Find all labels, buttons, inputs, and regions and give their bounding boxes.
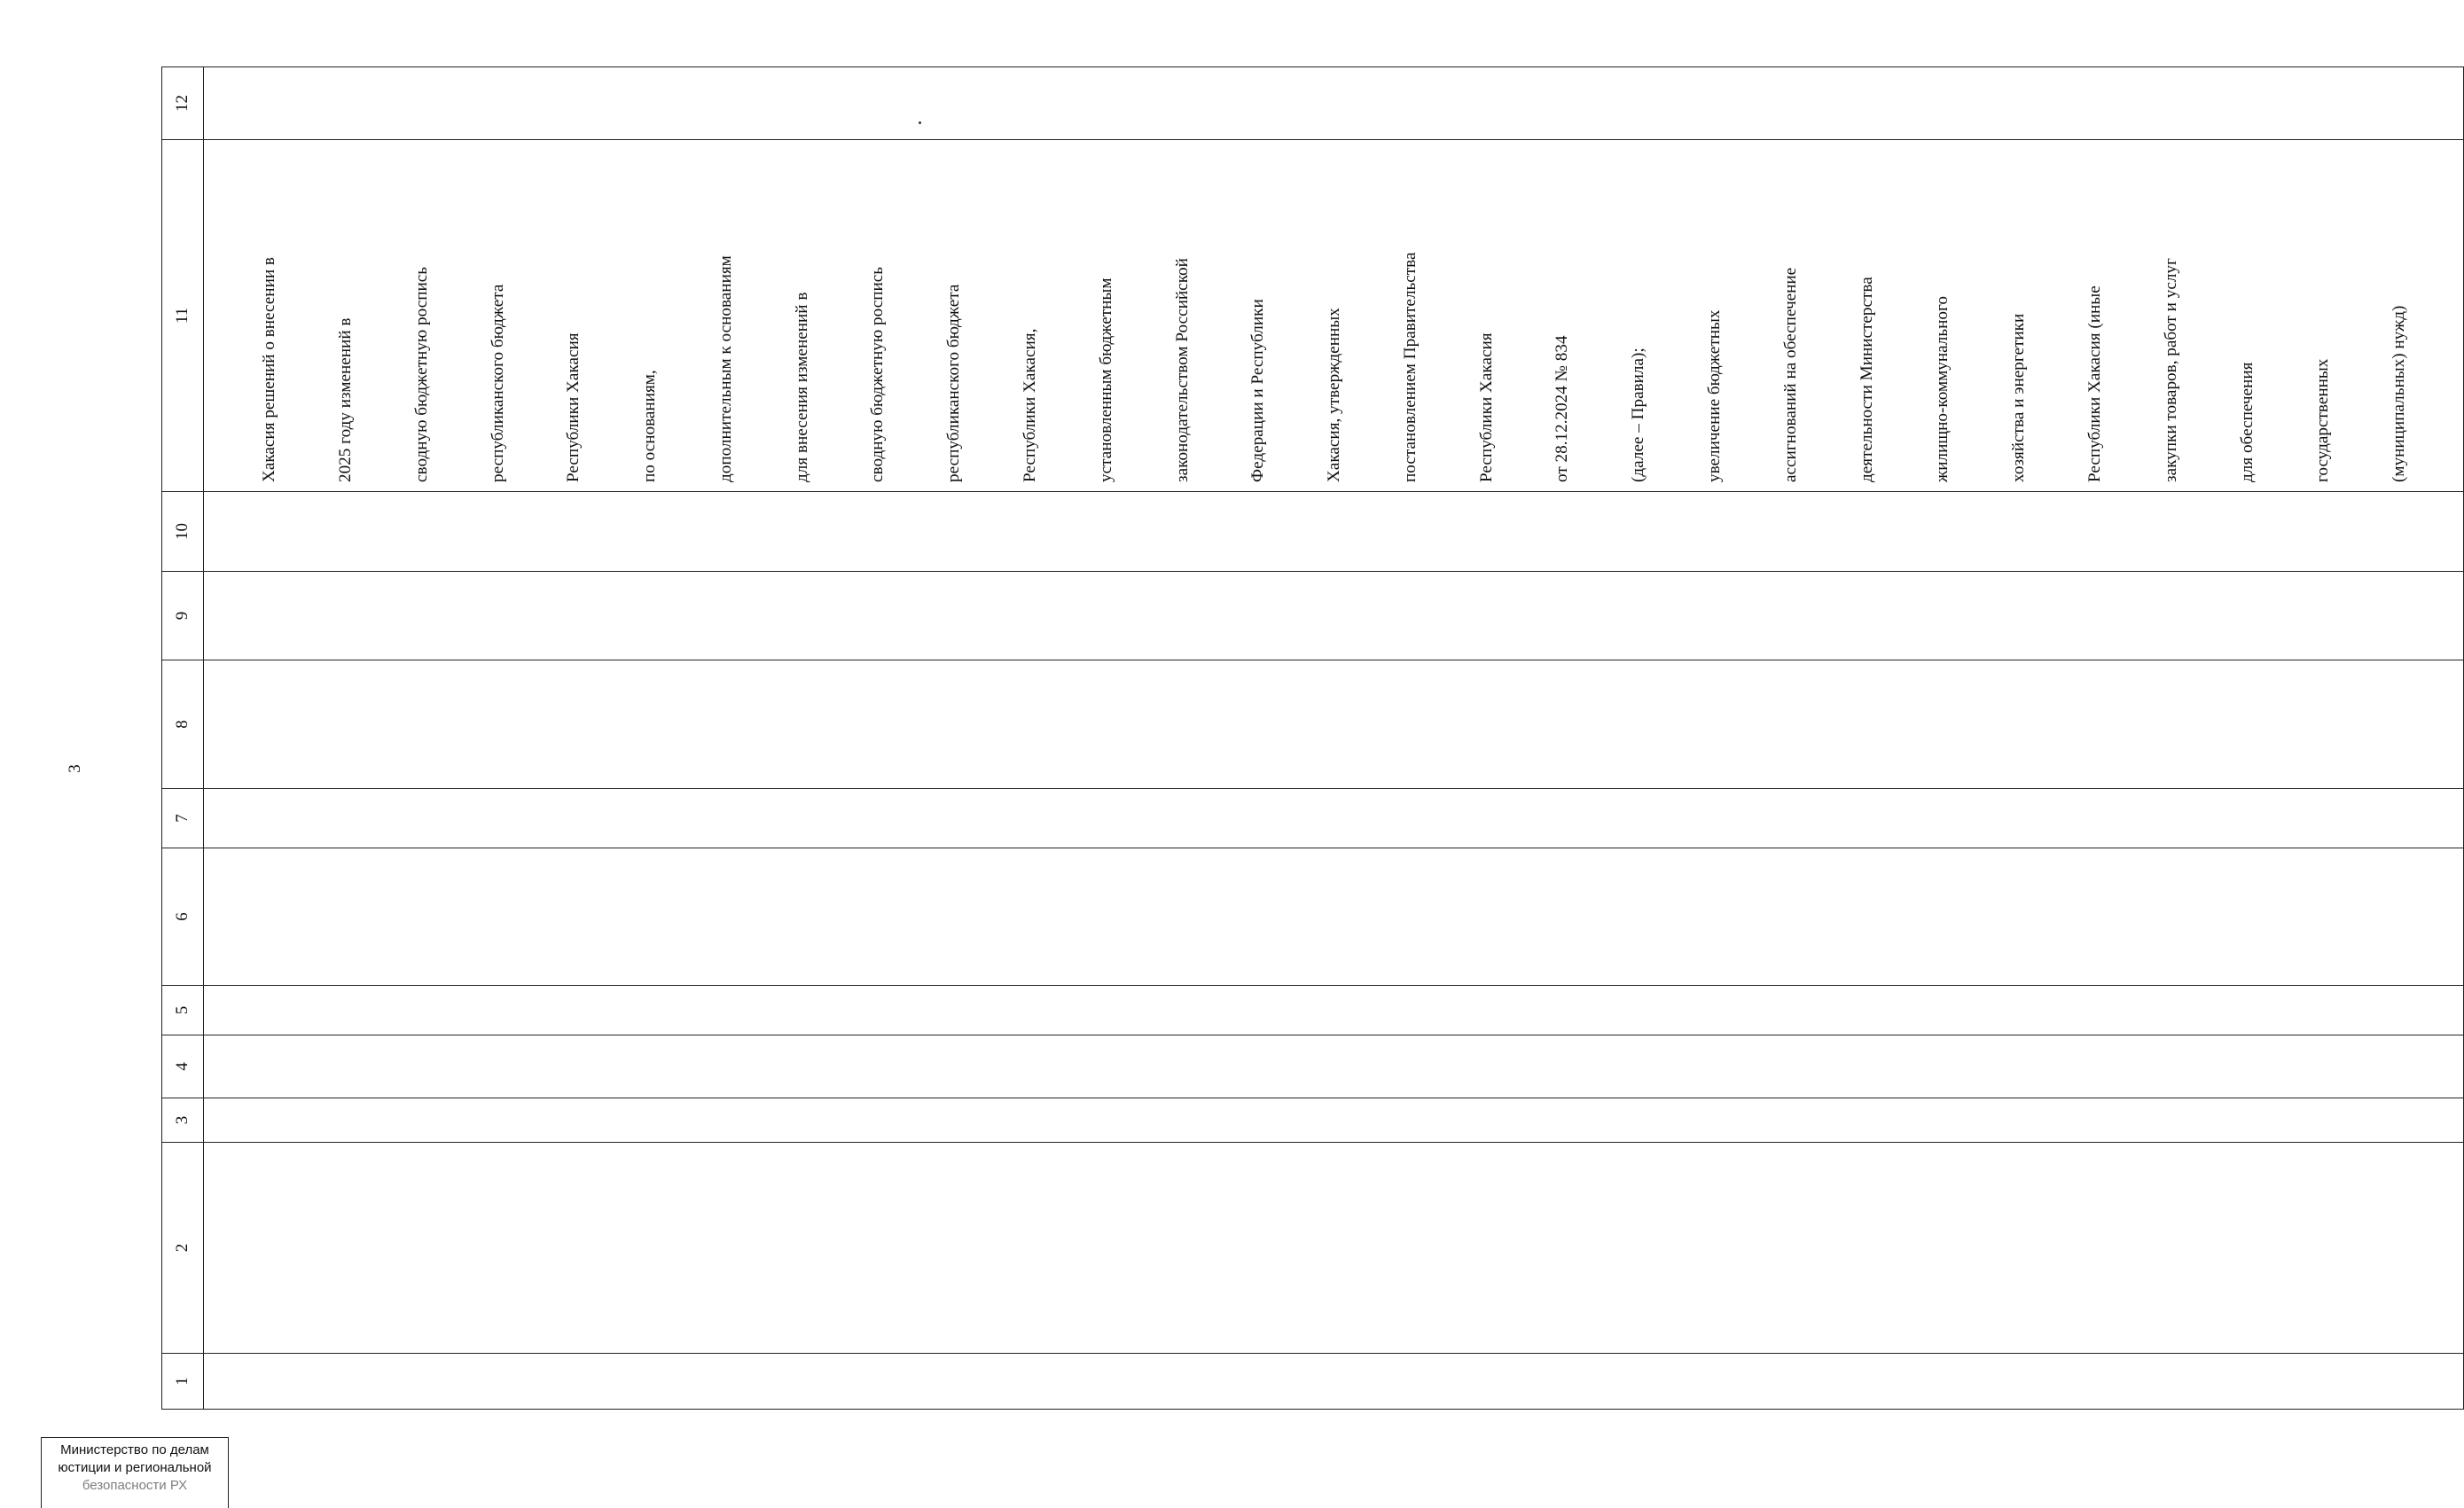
column-11-text: [204, 140, 2463, 491]
text-line: Хакасия решений о внесении в: [260, 257, 279, 482]
table-container: [161, 67, 2409, 1410]
column-number-3: 3: [162, 1098, 204, 1143]
column-number-11: 11: [162, 140, 204, 492]
cell-col-11: [204, 140, 2464, 492]
column-number-1: 1: [162, 1354, 204, 1410]
text-line: государственных: [2313, 358, 2333, 482]
column-number-9: 9: [162, 572, 204, 660]
text-line: от 28.12.2024 № 834: [1553, 335, 1572, 482]
stamp-line-2: юстиции и региональной: [58, 1460, 212, 1475]
text-line: Республики Хакасия (иные: [2085, 285, 2104, 482]
cell-col-8: [204, 660, 2464, 789]
cell-col-5: [204, 986, 2464, 1035]
page-number: 3: [66, 764, 84, 773]
text-line: сводную бюджетную роспись: [868, 266, 888, 482]
cell-col-2: [204, 1143, 2464, 1354]
text-line: законодательством Российской: [1172, 258, 1192, 482]
budget-table: [161, 66, 2464, 1410]
text-line: Федерации и Республики: [1248, 299, 1268, 482]
ministry-stamp: [41, 1437, 229, 1508]
cell-col-10: [204, 492, 2464, 572]
cell-col-9: [204, 572, 2464, 660]
text-line: Республики Хакасия: [564, 332, 583, 482]
text-line: увеличение бюджетных: [1705, 309, 1725, 482]
column-number-5: 5: [162, 986, 204, 1035]
text-line: 2025 году изменений в: [335, 317, 355, 482]
column-number-4: 4: [162, 1035, 204, 1098]
cell-col-4: [204, 1035, 2464, 1098]
text-line: для обеспечения: [2237, 362, 2257, 482]
text-line: хозяйства и энергетики: [2009, 313, 2029, 482]
text-line: постановлением Правительства: [1400, 252, 1420, 482]
table-row: [204, 67, 2464, 1410]
cell-col-12: [204, 67, 2464, 140]
text-line: установленным бюджетным: [1096, 277, 1115, 482]
text-line: сводную бюджетную роспись: [411, 266, 431, 482]
column-number-12: 12: [162, 67, 204, 140]
cell-col-3: [204, 1098, 2464, 1143]
text-line: Республики Хакасия: [1476, 332, 1496, 482]
stamp-line-1: Министерство по делам: [60, 1442, 209, 1457]
cell-col-1: [204, 1354, 2464, 1410]
text-line: Хакасия, утвержденных: [1325, 308, 1344, 482]
column-number-7: 7: [162, 789, 204, 848]
column-number-10: 10: [162, 492, 204, 572]
text-line: республиканского бюджета: [944, 284, 964, 482]
text-line: ассигнований на обеспечение: [1780, 267, 1800, 482]
cell-col-7: [204, 789, 2464, 848]
text-line: республиканского бюджета: [488, 284, 507, 482]
text-line: закупки товаров, работ и услуг: [2161, 258, 2180, 482]
stamp-line-3: безопасности РХ: [82, 1478, 188, 1493]
column-number-8: 8: [162, 660, 204, 789]
stray-dot: [919, 121, 921, 124]
cell-col-6: [204, 848, 2464, 986]
text-line: деятельности Министерства: [1857, 277, 1876, 482]
column-number-6: 6: [162, 848, 204, 986]
text-line: Республики Хакасия,: [1021, 328, 1039, 482]
text-line: жилищно-коммунального: [1933, 296, 1952, 482]
header-row: [162, 67, 204, 1410]
text-line: по основаниям,: [640, 370, 660, 482]
column-number-2: 2: [162, 1143, 204, 1354]
text-line: для внесения изменений в: [792, 292, 811, 482]
text-line: (муниципальных) нужд): [2390, 305, 2409, 482]
text-line: (далее – Правила);: [1629, 348, 1648, 482]
text-line: дополнительным к основаниям: [716, 255, 735, 482]
